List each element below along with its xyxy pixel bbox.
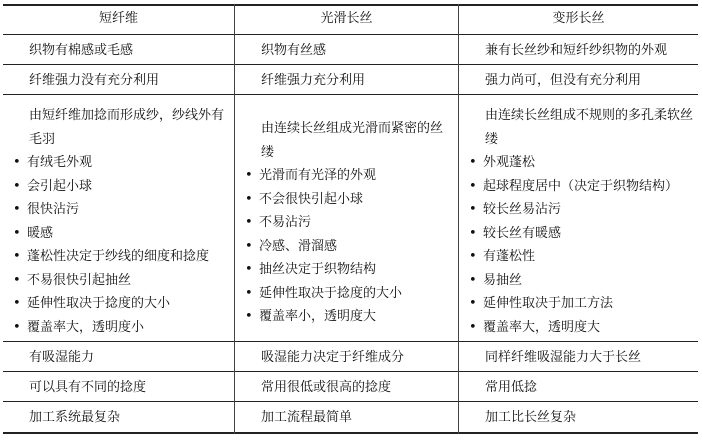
table-cell: 兼有长丝纱和短纤纱织物的外观 (485, 43, 668, 58)
staple-intro: 由短纤维加捻而形成纱，纱线外有毛羽 (29, 108, 225, 147)
header-staple: 短纤维 (98, 11, 138, 26)
table-cell: 吸湿能力决定于纤维成分 (261, 350, 405, 365)
list-item: • 覆盖率大，透明度小 (9, 316, 229, 340)
list-item: • 外观蓬松 (465, 151, 693, 175)
row-rule (3, 401, 698, 402)
header-smooth-filament: 光滑长丝 (320, 11, 373, 26)
list-item: • 覆盖率小，透明度大 (241, 305, 451, 329)
row-rule (3, 64, 698, 65)
list-item: • 较长丝有暖感 (465, 222, 693, 246)
textured-filament-intro: 由连续长丝组成不规则的多孔柔软丝缕 (485, 108, 694, 147)
list-item: • 不易很快引起抽丝 (9, 269, 229, 293)
list-item: • 不会很快引起小球 (241, 188, 451, 212)
smooth-filament-detail (241, 117, 451, 329)
table-cell: 织物有丝感 (261, 43, 327, 58)
table-cell: 常用低捻 (485, 380, 538, 395)
row-rule (3, 371, 698, 372)
table-cell: 可以具有不同的捻度 (29, 380, 147, 395)
list-item: • 覆盖率大，透明度大 (465, 316, 693, 340)
header-textured-filament: 变形长丝 (552, 11, 605, 26)
textured-filament-traits (465, 151, 693, 339)
table-cell: 有吸湿能力 (29, 350, 95, 365)
textured-filament-detail (465, 104, 693, 339)
header-rule (3, 34, 698, 35)
table-cell: 常用很低或很高的捻度 (261, 380, 392, 395)
table-top-rule (3, 4, 698, 6)
table-bottom-rule (3, 432, 698, 434)
list-item: • 延伸性取决于捻度的大小 (241, 282, 451, 306)
list-item: • 会引起小球 (9, 175, 229, 199)
table-cell: 加工比长丝复杂 (485, 410, 577, 425)
list-item: • 有绒毛外观 (9, 151, 229, 175)
list-item: • 延伸性取决于加工方法 (465, 292, 693, 316)
list-item: • 有蓬松性 (465, 245, 693, 269)
table-cell: 织物有棉感或毛感 (29, 43, 134, 58)
list-item: • 光滑而有光泽的外观 (241, 164, 451, 188)
list-item: • 延伸性取决于捻度的大小 (9, 292, 229, 316)
list-item: • 易抽丝 (465, 269, 693, 293)
table-cell: 纤维强力充分利用 (261, 73, 366, 88)
table-cell: 强力尚可，但没有充分利用 (485, 73, 642, 88)
list-item: • 较长丝易沾污 (465, 198, 693, 222)
list-item: • 暖感 (9, 222, 229, 246)
list-item: • 很快沾污 (9, 198, 229, 222)
row-rule (3, 94, 698, 95)
list-item: • 起球程度居中（决定于织物结构） (465, 175, 693, 199)
table-cell: 同样纤维吸湿能力大于长丝 (485, 350, 642, 365)
smooth-filament-traits (241, 164, 451, 329)
smooth-filament-intro: 由连续长丝组成光滑而紧密的丝缕 (261, 121, 444, 160)
list-item: • 蓬松性决定于纱线的细度和捻度 (9, 245, 229, 269)
table-cell: 加工系统最复杂 (29, 410, 121, 425)
list-item: • 不易沾污 (241, 211, 451, 235)
list-item: • 冷感、滑溜感 (241, 235, 451, 259)
table-cell: 纤维强力没有充分利用 (29, 73, 160, 88)
staple-traits (9, 151, 229, 339)
list-item: • 抽丝决定于织物结构 (241, 258, 451, 282)
staple-detail (9, 104, 229, 339)
row-rule (3, 341, 698, 342)
table-cell: 加工流程最简单 (261, 410, 353, 425)
